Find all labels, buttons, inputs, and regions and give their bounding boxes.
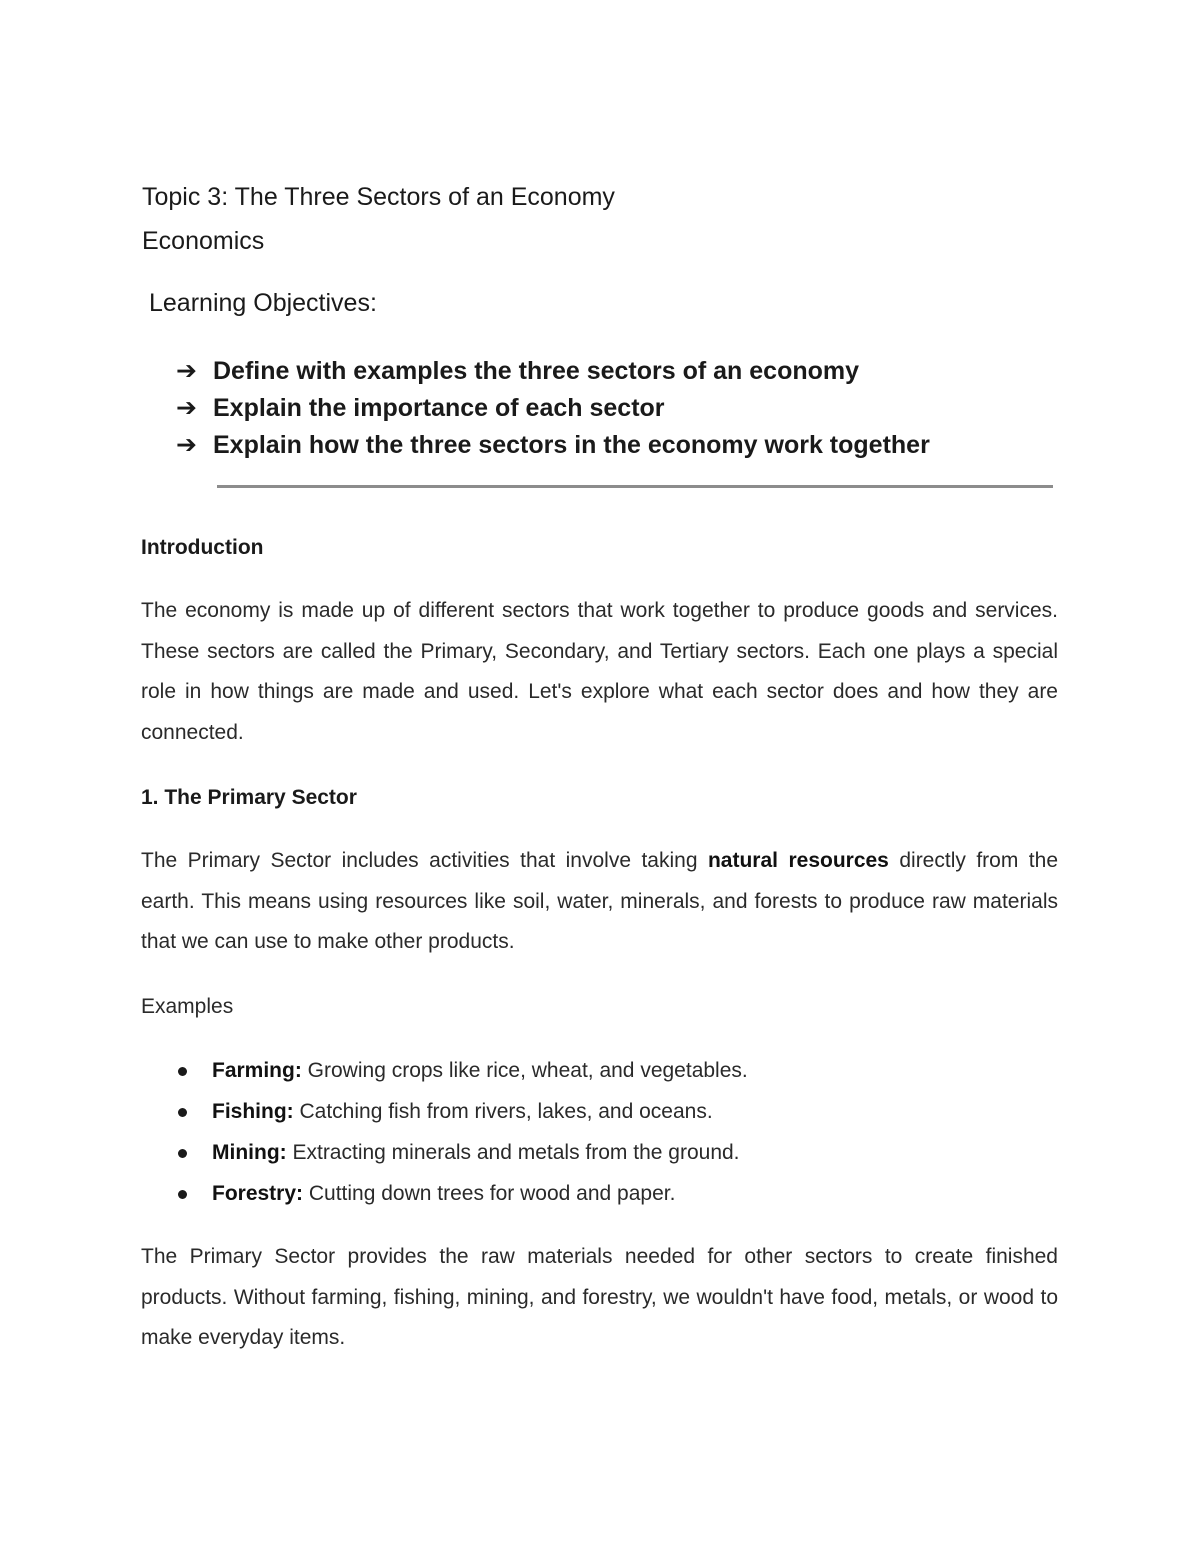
example-item — [178, 1177, 748, 1218]
primary-text-emphasis: natural resources — [707, 849, 889, 872]
bullet-icon — [178, 1108, 187, 1117]
example-description: Catching fish from rivers, lakes, and oceans. — [293, 1100, 713, 1123]
right-arrow-icon: ➔ — [176, 357, 197, 385]
objective-item — [176, 428, 930, 465]
examples-label: Examples — [141, 995, 234, 1018]
right-arrow-icon: ➔ — [176, 394, 197, 422]
objective-text: Explain the importance of each sector — [213, 394, 665, 422]
examples-list — [178, 1054, 748, 1218]
objective-text: Explain how the three sectors in the economy work together — [213, 431, 930, 459]
example-term: Farming: — [212, 1059, 302, 1082]
horizontal-divider — [217, 485, 1053, 488]
example-item — [178, 1095, 748, 1136]
primary-text-start: The Primary Sector includes activities that involve taking — [141, 849, 708, 872]
subject-label: Economics — [142, 227, 265, 255]
primary-sector-closing-paragraph: The Primary Sector provides the raw materials needed for other sectors to create finished products. Without farming, fishing, mining, and forestry, we wouldn't have food, metals, or wood to make everyday items. — [141, 1245, 1058, 1349]
right-arrow-icon: ➔ — [176, 431, 197, 459]
primary-sector-paragraph — [141, 841, 1058, 963]
document-title: Topic 3: The Three Sectors of an Economy — [142, 183, 615, 211]
primary-text-end: directly from the earth. This means using resources like soil, water, minerals, and forests to produce raw materials that we can use to make other products. — [141, 849, 1058, 953]
introduction-paragraph: The economy is made up of different sectors that work together to produce goods and services. These sectors are called the Primary, Secondary, and Tertiary sectors. Each one plays a special role in how things are made and used. Let's explore what each sector does and how they are connected. — [141, 599, 1058, 744]
example-description: Cutting down trees for wood and paper. — [303, 1182, 676, 1205]
example-term: Forestry: — [212, 1182, 304, 1205]
example-description: Growing crops like rice, wheat, and vegetables. — [301, 1059, 748, 1082]
learning-objectives-heading: Learning Objectives: — [149, 289, 377, 317]
introduction-heading: Introduction — [141, 536, 264, 559]
objective-text: Define with examples the three sectors of an economy — [213, 357, 860, 385]
example-term: Fishing: — [212, 1100, 294, 1123]
example-term: Mining: — [212, 1141, 287, 1164]
example-description: Extracting minerals and metals from the ground. — [286, 1141, 740, 1164]
primary-sector-heading: 1. The Primary Sector — [141, 786, 357, 809]
objective-item — [176, 354, 930, 391]
bullet-icon — [178, 1067, 187, 1076]
bullet-icon — [178, 1190, 187, 1199]
objective-item — [176, 391, 930, 428]
example-item — [178, 1136, 748, 1177]
learning-objectives-list — [176, 354, 930, 465]
example-item — [178, 1054, 748, 1095]
bullet-icon — [178, 1149, 187, 1158]
